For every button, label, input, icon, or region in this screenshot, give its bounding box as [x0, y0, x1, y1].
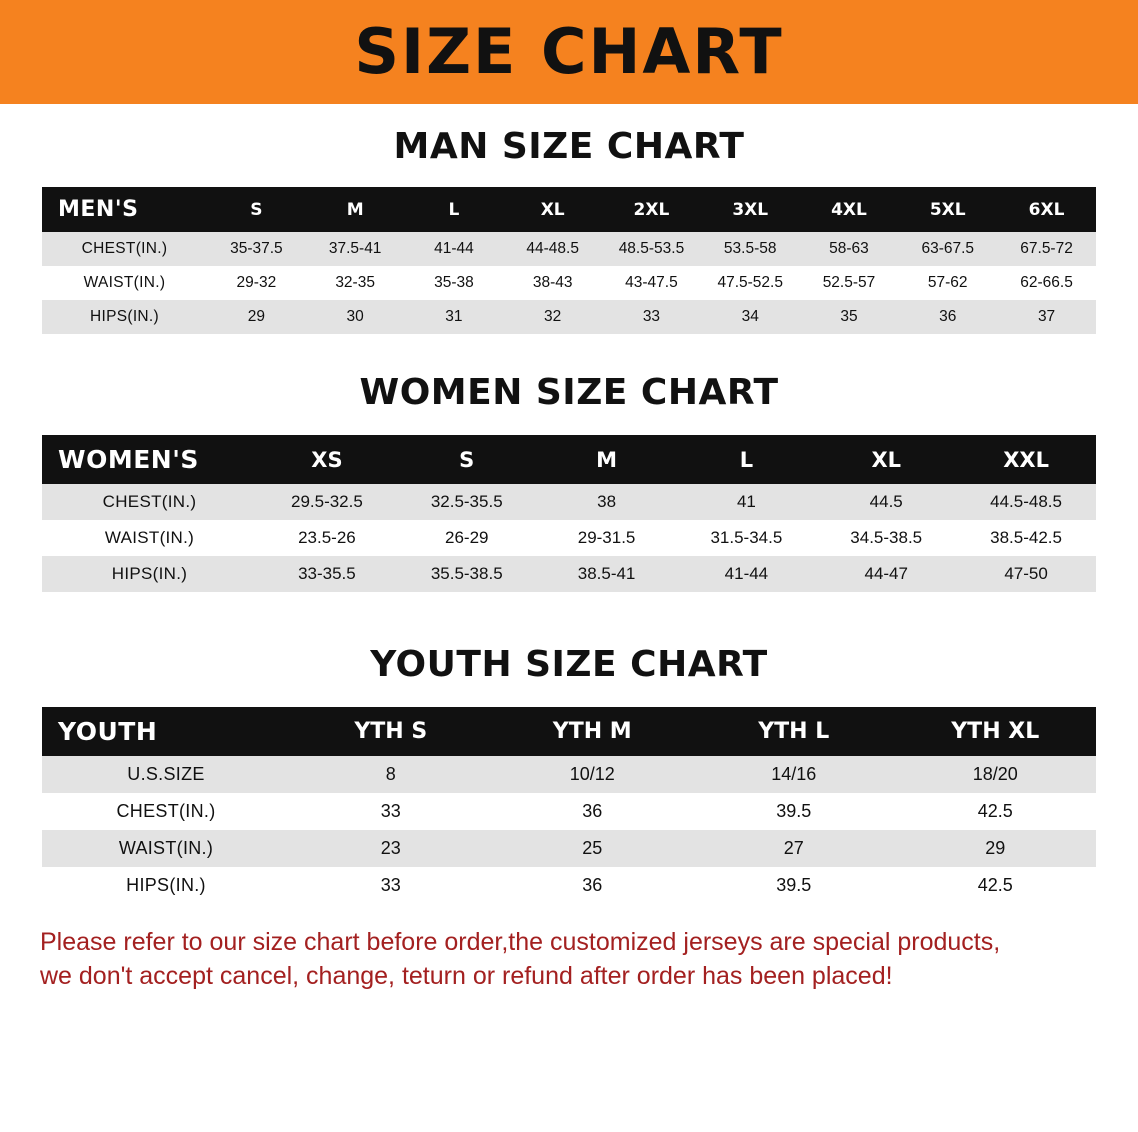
- table-cell: 26-29: [397, 520, 537, 556]
- table-cell: 44.5-48.5: [956, 484, 1096, 520]
- table-cell: 47-50: [956, 556, 1096, 592]
- men-header-cell: 3XL: [701, 187, 800, 232]
- table-cell: 25: [492, 830, 694, 867]
- table-cell: 57-62: [898, 266, 997, 300]
- table-cell: 29-31.5: [537, 520, 677, 556]
- women-header-cell: M: [537, 435, 677, 484]
- table-cell: 29: [207, 300, 306, 334]
- row-label: HIPS(IN.): [42, 300, 207, 334]
- table-cell: 27: [693, 830, 895, 867]
- table-row: [42, 300, 1096, 334]
- youth-header-label: YOUTH: [42, 707, 290, 756]
- table-header-row: [42, 435, 1096, 484]
- men-header-cell: XL: [503, 187, 602, 232]
- table-cell: 33: [290, 793, 492, 830]
- table-row: [42, 484, 1096, 520]
- men-header-cell: M: [306, 187, 405, 232]
- table-cell: 53.5-58: [701, 232, 800, 266]
- table-cell: 44-48.5: [503, 232, 602, 266]
- table-cell: 62-66.5: [997, 266, 1096, 300]
- table-cell: 35: [800, 300, 899, 334]
- table-row: [42, 830, 1096, 867]
- women-section-heading: WOMEN SIZE CHART: [359, 372, 779, 413]
- youth-header-cell: YTH L: [693, 707, 895, 756]
- women-size-table: [42, 435, 1096, 592]
- table-cell: 18/20: [895, 756, 1097, 793]
- table-cell: 39.5: [693, 793, 895, 830]
- women-header-cell: L: [676, 435, 816, 484]
- men-header-cell: L: [405, 187, 504, 232]
- table-cell: 52.5-57: [800, 266, 899, 300]
- table-cell: 31: [405, 300, 504, 334]
- table-row: [42, 266, 1096, 300]
- table-cell: 33-35.5: [257, 556, 397, 592]
- table-cell: 29-32: [207, 266, 306, 300]
- row-label: CHEST(IN.): [42, 232, 207, 266]
- women-header-cell: XL: [816, 435, 956, 484]
- table-cell: 36: [898, 300, 997, 334]
- table-cell: 32.5-35.5: [397, 484, 537, 520]
- table-cell: 35-37.5: [207, 232, 306, 266]
- table-cell: 41-44: [676, 556, 816, 592]
- row-label: U.S.SIZE: [42, 756, 290, 793]
- men-header-cell: 2XL: [602, 187, 701, 232]
- table-header-row: [42, 707, 1096, 756]
- youth-header-cell: YTH M: [492, 707, 694, 756]
- disclaimer-note: [40, 926, 1098, 994]
- table-cell: 14/16: [693, 756, 895, 793]
- row-label: HIPS(IN.): [42, 867, 290, 904]
- table-cell: 32: [503, 300, 602, 334]
- women-header-label: WOMEN'S: [42, 435, 257, 484]
- women-header-cell: XXL: [956, 435, 1096, 484]
- youth-size-table: [42, 707, 1096, 904]
- men-header-cell: S: [207, 187, 306, 232]
- table-cell: 67.5-72: [997, 232, 1096, 266]
- table-cell: 10/12: [492, 756, 694, 793]
- table-row: [42, 867, 1096, 904]
- table-cell: 23.5-26: [257, 520, 397, 556]
- table-cell: 63-67.5: [898, 232, 997, 266]
- table-header-row: [42, 187, 1096, 232]
- table-cell: 29.5-32.5: [257, 484, 397, 520]
- table-row: [42, 520, 1096, 556]
- youth-header-cell: YTH XL: [895, 707, 1097, 756]
- table-cell: 58-63: [800, 232, 899, 266]
- table-cell: 38-43: [503, 266, 602, 300]
- men-size-table: [42, 187, 1096, 334]
- table-cell: 33: [602, 300, 701, 334]
- table-cell: 37.5-41: [306, 232, 405, 266]
- table-cell: 44-47: [816, 556, 956, 592]
- table-row: [42, 756, 1096, 793]
- table-row: [42, 793, 1096, 830]
- table-cell: 31.5-34.5: [676, 520, 816, 556]
- men-header-cell: 4XL: [800, 187, 899, 232]
- table-cell: 38: [537, 484, 677, 520]
- table-cell: 35-38: [405, 266, 504, 300]
- table-cell: 33: [290, 867, 492, 904]
- table-cell: 42.5: [895, 867, 1097, 904]
- men-header-cell: 5XL: [898, 187, 997, 232]
- row-label: WAIST(IN.): [42, 830, 290, 867]
- table-cell: 23: [290, 830, 492, 867]
- table-cell: 41: [676, 484, 816, 520]
- table-cell: 44.5: [816, 484, 956, 520]
- row-label: HIPS(IN.): [42, 556, 257, 592]
- table-cell: 35.5-38.5: [397, 556, 537, 592]
- men-header-cell: 6XL: [997, 187, 1096, 232]
- table-cell: 29: [895, 830, 1097, 867]
- disclaimer-line-1: Please refer to our size chart before order,the customized jerseys are special products,: [40, 928, 1001, 956]
- man-table-wrap: [42, 187, 1096, 334]
- youth-header-cell: YTH S: [290, 707, 492, 756]
- women-table-wrap: [42, 435, 1096, 592]
- table-cell: 42.5: [895, 793, 1097, 830]
- table-cell: 39.5: [693, 867, 895, 904]
- banner: [0, 0, 1138, 104]
- table-cell: 38.5-42.5: [956, 520, 1096, 556]
- table-cell: 47.5-52.5: [701, 266, 800, 300]
- women-header-cell: S: [397, 435, 537, 484]
- table-cell: 8: [290, 756, 492, 793]
- men-header-label: MEN'S: [42, 187, 207, 232]
- women-header-cell: XS: [257, 435, 397, 484]
- table-row: [42, 232, 1096, 266]
- youth-table-wrap: [42, 707, 1096, 904]
- table-cell: 48.5-53.5: [602, 232, 701, 266]
- table-cell: 36: [492, 793, 694, 830]
- table-cell: 43-47.5: [602, 266, 701, 300]
- table-cell: 32-35: [306, 266, 405, 300]
- table-cell: 34.5-38.5: [816, 520, 956, 556]
- table-cell: 30: [306, 300, 405, 334]
- disclaimer-line-2: we don't accept cancel, change, teturn or refund after order has been placed!: [40, 961, 893, 990]
- table-cell: 36: [492, 867, 694, 904]
- row-label: CHEST(IN.): [42, 484, 257, 520]
- table-cell: 37: [997, 300, 1096, 334]
- row-label: WAIST(IN.): [42, 520, 257, 556]
- page-title: SIZE CHART: [354, 15, 784, 88]
- table-cell: 41-44: [405, 232, 504, 266]
- man-section-heading: MAN SIZE CHART: [393, 126, 745, 167]
- table-cell: 38.5-41: [537, 556, 677, 592]
- table-row: [42, 556, 1096, 592]
- row-label: CHEST(IN.): [42, 793, 290, 830]
- youth-section-heading: YOUTH SIZE CHART: [370, 644, 768, 685]
- row-label: WAIST(IN.): [42, 266, 207, 300]
- table-cell: 34: [701, 300, 800, 334]
